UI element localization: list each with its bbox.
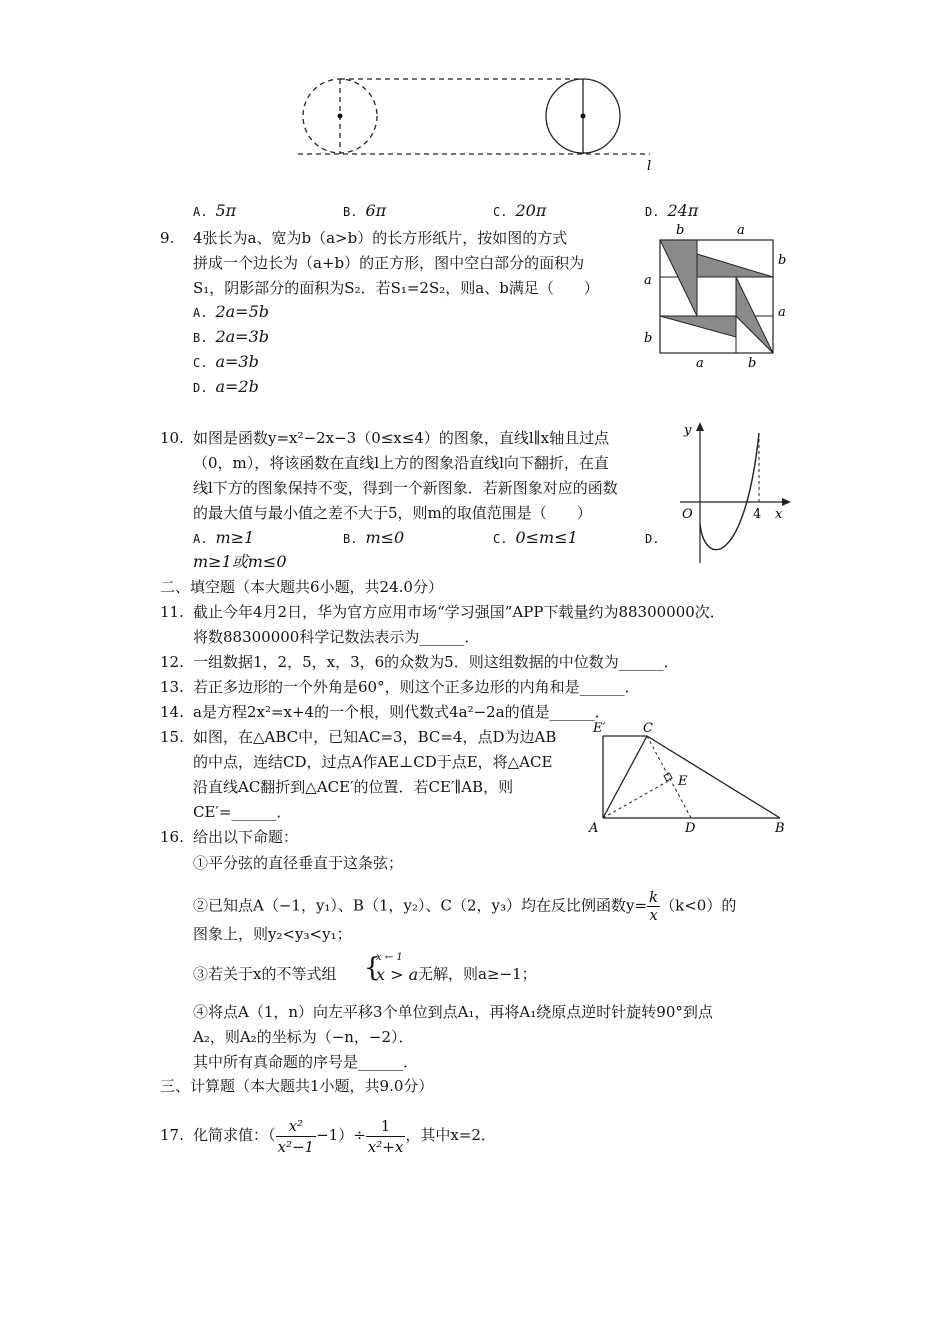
section-3-heading: 三、计算题（本大题共1小题，共9.0分）: [160, 1077, 434, 1095]
q16-proposition-2-cont: 图象上，则y₂<y₃<y₁；: [193, 925, 352, 943]
q15-line-2: 的中点，连结CD，过点A作AE⊥CD于点E，将△ACE: [193, 753, 553, 771]
q11-line-1: 截止今年4月2日，华为官方应用市场“学习强国”APP下载量约为88300000次．: [193, 603, 725, 621]
q12-text: 一组数据1，2，5，x，3，6的众数为5．则这组数据的中位数为______．: [193, 653, 679, 671]
q12-number: 12.: [160, 653, 184, 671]
q9-option-c[interactable]: C. a=3b: [193, 352, 259, 371]
svg-text:E: E: [678, 774, 688, 789]
q10-option-c[interactable]: C. 0≤m≤1: [493, 528, 578, 547]
svg-text:a: a: [778, 305, 786, 320]
q10-line-2: （0，m），将该函数在直线l上方的图象沿直线l向下翻折，在直: [193, 454, 609, 472]
q16-proposition-4: ④将点A（1，n）向左平移3个单位到点A₁，再将A₁绕原点逆时针旋转90°到点: [193, 1003, 713, 1021]
svg-text:A: A: [589, 821, 599, 836]
q9-figure: [638, 218, 793, 373]
q15-figure: [585, 718, 795, 840]
q9-option-a[interactable]: A. 2a=5b: [193, 302, 269, 321]
svg-text:a: a: [644, 273, 652, 288]
q16-intro: 给出以下命题：: [193, 828, 299, 846]
q11-number: 11.: [160, 603, 184, 621]
q9-number: 9.: [160, 229, 175, 247]
q10-line-4: 的最大值与最小值之差不大于5，则m的取值范围是（ ）: [193, 504, 592, 522]
q13-text: 若正多边形的一个外角是60°，则这个正多边形的内角和是______．: [193, 678, 640, 696]
q15-line-4: CE′=______．: [193, 803, 292, 821]
svg-text:D: D: [685, 821, 696, 836]
q10-line-3: 线l下方的图象保持不变，得到一个新图象．若新图象对应的函数: [193, 479, 618, 497]
section-2-heading: 二、填空题（本大题共6小题，共24.0分）: [160, 578, 443, 596]
svg-text:b: b: [644, 331, 653, 346]
q11-line-2: 将数88300000科学记数法表示为______．: [193, 628, 480, 646]
q16-proposition-4-cont: A₂，则A₂的坐标为（−n，−2）．: [193, 1028, 414, 1046]
q10-figure: [675, 418, 795, 568]
q16-system-top: x ← 1: [376, 952, 403, 963]
svg-text:b: b: [676, 223, 685, 238]
q9-option-b[interactable]: B. 2a=3b: [193, 327, 269, 346]
svg-text:a: a: [737, 223, 745, 238]
q10-option-b[interactable]: B. m≤0: [343, 528, 405, 547]
svg-text:C: C: [643, 721, 653, 736]
q8-option-c[interactable]: C. 20π: [493, 201, 547, 220]
q8-figure: [290, 70, 670, 180]
q8-option-d[interactable]: D. 24π: [645, 201, 699, 220]
q16-ending: 其中所有真命题的序号是______．: [193, 1053, 419, 1071]
q14-text: a是方程2x²=x+4的一个根，则代数式4a²−2a的值是______．: [193, 703, 610, 721]
q15-line-1: 如图，在△ABC中，已知AC=3，BC=4，点D为边AB: [193, 728, 557, 746]
q16-system-bottom: x > a: [376, 965, 419, 984]
q15-line-3: 沿直线AC翻折到△ACE′的位置．若CE′∥AB，则: [193, 778, 514, 796]
svg-text:B: B: [775, 821, 785, 836]
q16-brace: {: [364, 953, 381, 983]
q9-line-2: 拼成一个边长为（a+b）的正方形，图中空白部分的面积为: [193, 254, 585, 272]
q9-line-1: 4张长为a、宽为b（a>b）的长方形纸片，按如图的方式: [193, 229, 568, 247]
q16-proposition-3-cont: 无解，则a≥−1；: [418, 965, 537, 983]
q16-number: 16.: [160, 828, 184, 846]
q17-number: 17.: [160, 1126, 184, 1144]
q9-option-d[interactable]: D. a=2b: [193, 377, 259, 396]
q16-proposition-1: ①平分弦的直径垂直于这条弦；: [193, 854, 404, 872]
q17-expression: 化简求值：（ $\frac{\text{x²}}{\text{x²−1}}$ −1）÷ $\frac{1}{\text{x²+x}}$ ，其中x=2．: [193, 1116, 496, 1156]
svg-text:4: 4: [753, 507, 762, 522]
svg-text:E′: E′: [593, 721, 606, 736]
svg-text:b: b: [748, 356, 757, 371]
svg-text:a: a: [696, 356, 704, 371]
q16-proposition-3: ③若关于x的不等式组: [193, 965, 337, 983]
q15-number: 15.: [160, 728, 184, 746]
q10-option-d-value: m≥1或m≤0: [193, 552, 287, 571]
q10-option-d[interactable]: D.: [645, 532, 660, 546]
svg-text:y: y: [684, 423, 692, 438]
svg-text:b: b: [778, 253, 787, 268]
line-l-label: l: [647, 159, 652, 174]
q10-line-1: 如图是函数y=x²−2x−3（0≤x≤4）的图象，直线l∥x轴且过点: [193, 429, 610, 447]
q14-number: 14.: [160, 703, 184, 721]
q8-option-b[interactable]: B. 6π: [343, 201, 387, 220]
svg-text:x: x: [775, 507, 783, 522]
svg-text:O: O: [682, 507, 693, 522]
q10-option-a[interactable]: A. m≥1: [193, 528, 255, 547]
q16-proposition-2: ②已知点A（−1，y₁）、B（1，y₂）、C（2，y₃）均在反比例函数y= $\frac{k}{x}$ （k<0）的: [193, 888, 737, 924]
q8-option-a[interactable]: A. 5π: [193, 201, 237, 220]
q10-number: 10.: [160, 429, 184, 447]
q13-number: 13.: [160, 678, 184, 696]
q9-line-3: S₁，阴影部分的面积为S₂．若S₁=2S₂，则a、b满足（ ）: [193, 279, 599, 297]
